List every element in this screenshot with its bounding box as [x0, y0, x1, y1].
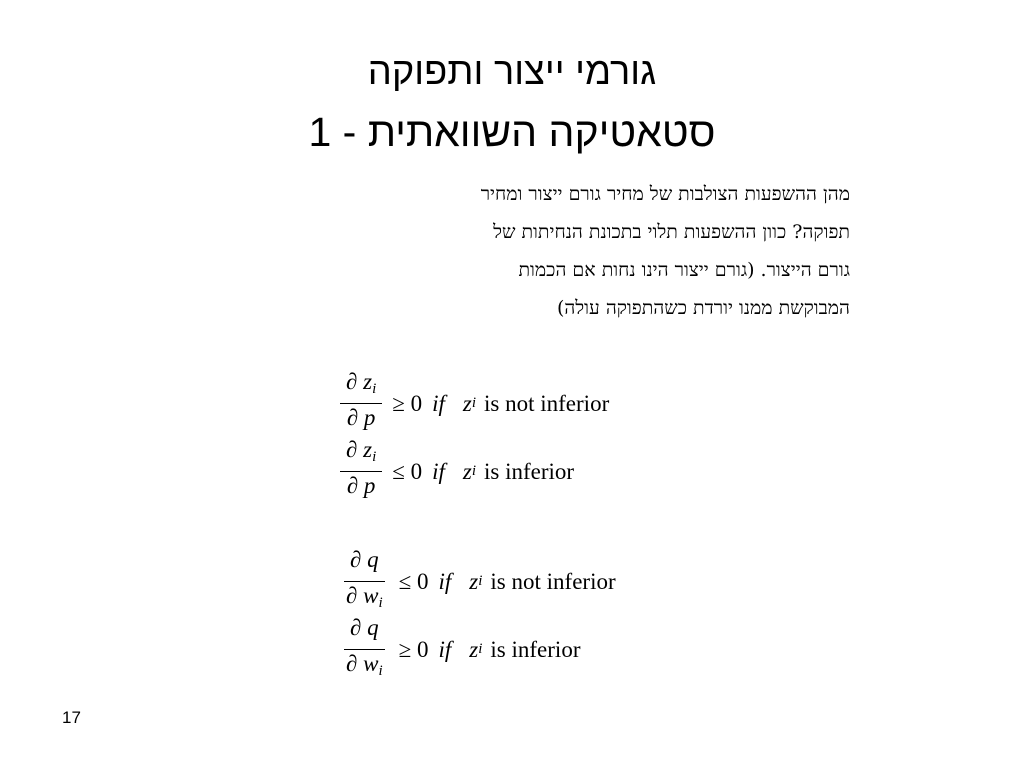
variable-z-subscript: i	[471, 463, 477, 479]
variable-z-subscript: i	[471, 395, 477, 411]
formula-dq-dw-inferior	[340, 614, 580, 685]
derivative-fraction	[340, 614, 389, 685]
formula-dq-dw-not-inferior	[340, 546, 616, 617]
body-line: מהן ההשפעות הצולבות של מחיר גורם ייצור ומחיר	[480, 183, 850, 205]
numerator: ∂ q	[350, 615, 379, 640]
variable-z: z	[469, 636, 479, 662]
denominator: ∂ p	[346, 405, 376, 430]
variable-z: z	[462, 390, 472, 416]
denominator-subscript: i	[378, 663, 383, 679]
derivative-fraction	[340, 546, 389, 617]
body-line: המבוקשת ממנו יורדת כשהתפוקה עולה)	[556, 297, 850, 319]
numerator-subscript: i	[372, 381, 377, 397]
variable-z-subscript: i	[478, 641, 483, 657]
variable-z: z	[469, 568, 479, 594]
slide-title	[0, 42, 1024, 162]
relation: ≥ 0	[398, 636, 429, 662]
condition: is inferior	[490, 636, 581, 662]
numerator: ∂ q	[350, 547, 379, 572]
relation: ≥ 0	[392, 390, 423, 416]
if-keyword: if	[432, 390, 445, 416]
page-number: 17	[62, 708, 81, 727]
relation: ≤ 0	[398, 568, 429, 594]
condition: is not inferior	[490, 568, 616, 594]
relation: ≤ 0	[392, 458, 423, 484]
derivative-fraction	[340, 368, 382, 439]
numerator: ∂ z	[346, 369, 373, 394]
numerator-subscript: i	[372, 449, 377, 465]
denominator-subscript: i	[378, 595, 383, 611]
condition: is inferior	[484, 458, 575, 484]
body-line: תפוקה? כוון ההשפעות תלוי בתכונת הנחיתות של	[493, 221, 850, 243]
title-line-1: גורמי ייצור ותפוקה	[367, 51, 657, 93]
if-keyword: if	[438, 568, 452, 594]
denominator: ∂ w	[346, 651, 379, 676]
if-keyword: if	[438, 636, 452, 662]
formula-dz-dp-inferior	[340, 436, 574, 507]
variable-z: z	[462, 458, 472, 484]
if-keyword: if	[432, 458, 445, 484]
body-paragraph	[235, 175, 850, 327]
numerator: ∂ z	[346, 437, 373, 462]
formula-dz-dp-not-inferior	[340, 368, 609, 439]
denominator: ∂ p	[346, 473, 376, 498]
condition: is not inferior	[484, 390, 610, 416]
title-line-2: סטאטיקה השוואתית - 1	[308, 109, 716, 155]
derivative-fraction	[340, 436, 382, 507]
body-line: גורם הייצור. (גורם ייצור הינו נחות אם הכמות	[518, 259, 850, 281]
denominator: ∂ w	[346, 583, 379, 608]
variable-z-subscript: i	[478, 573, 483, 589]
